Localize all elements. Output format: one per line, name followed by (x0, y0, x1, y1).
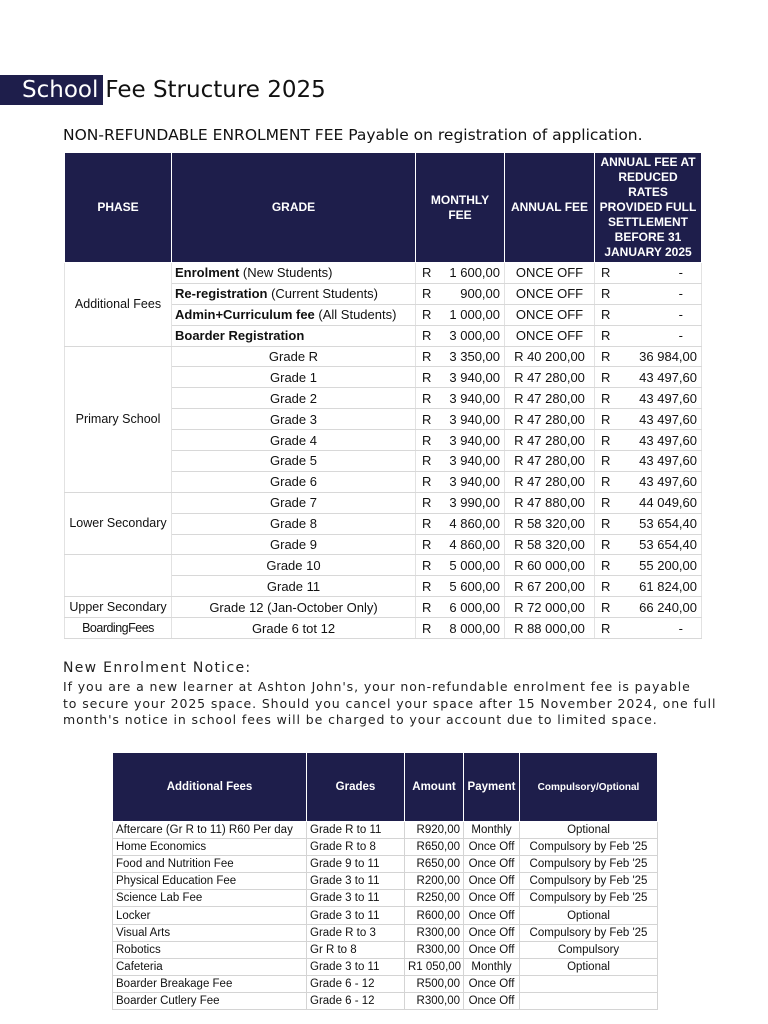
currency-symbol: R (595, 492, 619, 513)
currency-symbol: R (416, 534, 442, 555)
fee-grades: Grade R to 3 (307, 924, 405, 941)
currency-symbol: R (595, 534, 619, 555)
fee-amount: R500,00 (405, 975, 464, 992)
monthly-fee: 3 990,00 (442, 492, 505, 513)
fee-amount: R200,00 (405, 873, 464, 890)
fee-name: Locker (113, 907, 307, 924)
column-header-reduced: ANNUAL FEE AT REDUCED RATES PROVIDED FULL SETTLEMENT BEFORE 31 JANUARY 2025 (595, 153, 702, 263)
annual-fee: R 72 000,00 (505, 597, 595, 618)
fee-name: Robotics (113, 941, 307, 958)
monthly-fee: 3 350,00 (442, 346, 505, 367)
currency-symbol: R (595, 283, 619, 304)
reduced-fee: 55 200,00 (619, 555, 702, 576)
fee-name: Home Economics (113, 839, 307, 856)
annual-fee: R 67 200,00 (505, 576, 595, 597)
fee-requirement: Compulsory (520, 941, 658, 958)
currency-symbol: R (595, 325, 619, 346)
currency-symbol: R (416, 555, 442, 576)
grade-cell: Grade 2 (172, 388, 416, 409)
table-row (113, 856, 658, 873)
page-subtitle: NON-REFUNDABLE ENROLMENT FEE Payable on registration of application. (63, 126, 643, 144)
fee-item-note: (New Students) (239, 265, 333, 281)
table-row (65, 555, 702, 576)
grade-cell: Grade 5 (172, 451, 416, 472)
fee-name: Boarder Cutlery Fee (113, 992, 307, 1009)
fee-amount: R650,00 (405, 856, 464, 873)
grade-cell (172, 325, 416, 346)
reduced-fee: 43 497,60 (619, 409, 702, 430)
fee-grades: Gr R to 8 (307, 941, 405, 958)
table-row (113, 907, 658, 924)
reduced-fee: 43 497,60 (619, 367, 702, 388)
notice-line: If you are a new learner at Ashton John's, your non-refundable enrolment fee is payable (63, 679, 691, 694)
fee-grades: Grade 3 to 11 (307, 873, 405, 890)
grade-cell (172, 304, 416, 325)
fee-amount: R300,00 (405, 924, 464, 941)
table-row (65, 618, 702, 639)
fee-requirement: Compulsory by Feb '25 (520, 890, 658, 907)
table-row (65, 346, 702, 367)
column-header-additional-fees: Additional Fees (113, 753, 307, 822)
currency-symbol: R (595, 388, 619, 409)
monthly-fee: 5 000,00 (442, 555, 505, 576)
grade-cell: Grade 6 (172, 471, 416, 492)
column-header-amount: Amount (405, 753, 464, 822)
phase-cell: Upper Secondary (65, 597, 172, 618)
grade-cell: Grade 4 (172, 430, 416, 451)
table-row (65, 492, 702, 513)
notice-body (63, 679, 717, 729)
currency-symbol: R (416, 409, 442, 430)
title-highlight: School (0, 75, 103, 105)
annual-fee: ONCE OFF (505, 263, 595, 284)
currency-symbol: R (595, 555, 619, 576)
phase-cell: Lower Secondary (65, 492, 172, 555)
table-row (65, 597, 702, 618)
fee-grades: Grade 3 to 11 (307, 907, 405, 924)
currency-symbol: R (416, 325, 442, 346)
fee-payment: Once Off (464, 856, 520, 873)
reduced-fee: 44 049,60 (619, 492, 702, 513)
monthly-fee: 3 940,00 (442, 451, 505, 472)
fee-payment: Once Off (464, 890, 520, 907)
fee-item-note: (All Students) (314, 307, 397, 323)
currency-symbol: R (416, 576, 442, 597)
currency-symbol: R (595, 618, 619, 639)
phase-cell: BoardingFees (65, 618, 172, 639)
currency-symbol: R (416, 492, 442, 513)
table-row (113, 873, 658, 890)
fee-payment: Monthly (464, 822, 520, 839)
fee-name: Science Lab Fee (113, 890, 307, 907)
grade-cell: Grade 8 (172, 513, 416, 534)
annual-fee: ONCE OFF (505, 283, 595, 304)
currency-symbol: R (595, 430, 619, 451)
table-row (113, 822, 658, 839)
column-header-monthly: MONTHLY FEE (416, 153, 505, 263)
currency-symbol: R (595, 597, 619, 618)
monthly-fee: 6 000,00 (442, 597, 505, 618)
fee-requirement (520, 992, 658, 1009)
monthly-fee: 3 940,00 (442, 471, 505, 492)
reduced-fee: 43 497,60 (619, 430, 702, 451)
monthly-fee: 900,00 (442, 283, 505, 304)
fee-amount: R250,00 (405, 890, 464, 907)
reduced-fee: 43 497,60 (619, 471, 702, 492)
reduced-fee: 61 824,00 (619, 576, 702, 597)
fee-payment: Once Off (464, 839, 520, 856)
fee-name: Food and Nutrition Fee (113, 856, 307, 873)
fee-item-note: (Current Students) (267, 286, 379, 302)
currency-symbol: R (595, 576, 619, 597)
monthly-fee: 1 000,00 (442, 304, 505, 325)
table-row (113, 992, 658, 1009)
currency-symbol: R (595, 346, 619, 367)
table-row (65, 263, 702, 284)
fee-item-name: Re-registration (175, 286, 268, 302)
annual-fee: R 47 880,00 (505, 492, 595, 513)
grade-cell: Grade 6 tot 12 (172, 618, 416, 639)
grade-cell: Grade R (172, 346, 416, 367)
fee-grades: Grade 3 to 11 (307, 890, 405, 907)
fee-name: Cafeteria (113, 958, 307, 975)
table-row (113, 958, 658, 975)
table-row (113, 975, 658, 992)
fee-name: Visual Arts (113, 924, 307, 941)
phase-cell (65, 555, 172, 597)
currency-symbol: R (416, 304, 442, 325)
grade-cell: Grade 10 (172, 555, 416, 576)
reduced-fee: - (619, 263, 702, 284)
fee-requirement: Compulsory by Feb '25 (520, 856, 658, 873)
monthly-fee: 8 000,00 (442, 618, 505, 639)
annual-fee: R 58 320,00 (505, 534, 595, 555)
fee-requirement (520, 975, 658, 992)
reduced-fee: 43 497,60 (619, 451, 702, 472)
reduced-fee: 43 497,60 (619, 388, 702, 409)
currency-symbol: R (416, 388, 442, 409)
grade-cell (172, 263, 416, 284)
monthly-fee: 3 940,00 (442, 388, 505, 409)
reduced-fee: - (619, 304, 702, 325)
currency-symbol: R (416, 430, 442, 451)
grade-cell: Grade 9 (172, 534, 416, 555)
currency-symbol: R (416, 346, 442, 367)
phase-cell: Additional Fees (65, 263, 172, 347)
column-header-annual: ANNUAL FEE (505, 153, 595, 263)
annual-fee: R 47 280,00 (505, 388, 595, 409)
annual-fee: R 88 000,00 (505, 618, 595, 639)
fee-grades: Grade 3 to 11 (307, 958, 405, 975)
currency-symbol: R (595, 471, 619, 492)
fee-payment: Once Off (464, 975, 520, 992)
annual-fee: R 47 280,00 (505, 409, 595, 430)
monthly-fee: 4 860,00 (442, 513, 505, 534)
fee-amount: R1 050,00 (405, 958, 464, 975)
column-header-compulsory: Compulsory/Optional (520, 753, 658, 822)
currency-symbol: R (416, 263, 442, 284)
fee-requirement: Optional (520, 907, 658, 924)
annual-fee: R 40 200,00 (505, 346, 595, 367)
currency-symbol: R (595, 304, 619, 325)
fee-requirement: Compulsory by Feb '25 (520, 873, 658, 890)
notice-title: New Enrolment Notice: (63, 660, 252, 676)
fee-structure-table (64, 152, 702, 639)
fee-item-name: Enrolment (175, 265, 240, 281)
grade-cell: Grade 7 (172, 492, 416, 513)
fee-requirement: Compulsory by Feb '25 (520, 924, 658, 941)
fee-table-header (65, 153, 702, 263)
additional-table-header (113, 753, 658, 822)
fee-amount: R300,00 (405, 992, 464, 1009)
grade-cell: Grade 3 (172, 409, 416, 430)
column-header-grade: GRADE (172, 153, 416, 263)
grade-cell: Grade 1 (172, 367, 416, 388)
currency-symbol: R (595, 263, 619, 284)
fee-grades: Grade R to 11 (307, 822, 405, 839)
currency-symbol: R (416, 597, 442, 618)
fee-amount: R300,00 (405, 941, 464, 958)
fee-grades: Grade 6 - 12 (307, 975, 405, 992)
grade-cell: Grade 11 (172, 576, 416, 597)
reduced-fee: - (619, 618, 702, 639)
fee-payment: Once Off (464, 992, 520, 1009)
grade-cell: Grade 12 (Jan-October Only) (172, 597, 416, 618)
monthly-fee: 4 860,00 (442, 534, 505, 555)
fee-payment: Monthly (464, 958, 520, 975)
fee-amount: R600,00 (405, 907, 464, 924)
fee-item-name: Boarder Registration (175, 328, 305, 344)
fee-name: Boarder Breakage Fee (113, 975, 307, 992)
fee-grades: Grade R to 8 (307, 839, 405, 856)
fee-requirement: Optional (520, 958, 658, 975)
phase-cell: Primary School (65, 346, 172, 492)
table-row (113, 941, 658, 958)
reduced-fee: 53 654,40 (619, 513, 702, 534)
fee-grades: Grade 6 - 12 (307, 992, 405, 1009)
currency-symbol: R (416, 471, 442, 492)
notice-line: month's notice in school fees will be charged to your account due to limited space. (63, 712, 658, 727)
reduced-fee: 66 240,00 (619, 597, 702, 618)
monthly-fee: 5 600,00 (442, 576, 505, 597)
monthly-fee: 3 940,00 (442, 409, 505, 430)
table-row (113, 924, 658, 941)
currency-symbol: R (416, 367, 442, 388)
fee-amount: R650,00 (405, 839, 464, 856)
column-header-phase: PHASE (65, 153, 172, 263)
title-text: Fee Structure 2025 (105, 77, 326, 103)
annual-fee: R 60 000,00 (505, 555, 595, 576)
column-header-payment: Payment (464, 753, 520, 822)
reduced-fee: - (619, 283, 702, 304)
monthly-fee: 3 000,00 (442, 325, 505, 346)
annual-fee: ONCE OFF (505, 325, 595, 346)
grade-cell (172, 283, 416, 304)
notice-line: to secure your 2025 space. Should you cancel your space after 15 November 2024, one full (63, 695, 717, 711)
annual-fee: R 58 320,00 (505, 513, 595, 534)
currency-symbol: R (416, 283, 442, 304)
fee-payment: Once Off (464, 941, 520, 958)
fee-item-name: Admin+Curriculum fee (175, 307, 315, 323)
fee-payment: Once Off (464, 924, 520, 941)
annual-fee: R 47 280,00 (505, 471, 595, 492)
fee-requirement: Compulsory by Feb '25 (520, 839, 658, 856)
table-row (113, 839, 658, 856)
column-header-grades: Grades (307, 753, 405, 822)
monthly-fee: 1 600,00 (442, 263, 505, 284)
currency-symbol: R (595, 367, 619, 388)
monthly-fee: 3 940,00 (442, 367, 505, 388)
currency-symbol: R (416, 513, 442, 534)
fee-name: Aftercare (Gr R to 11) R60 Per day (113, 822, 307, 839)
reduced-fee: - (619, 325, 702, 346)
reduced-fee: 36 984,00 (619, 346, 702, 367)
annual-fee: ONCE OFF (505, 304, 595, 325)
annual-fee: R 47 280,00 (505, 367, 595, 388)
monthly-fee: 3 940,00 (442, 430, 505, 451)
reduced-fee: 53 654,40 (619, 534, 702, 555)
fee-grades: Grade 9 to 11 (307, 856, 405, 873)
fee-amount: R920,00 (405, 822, 464, 839)
fee-payment: Once Off (464, 873, 520, 890)
currency-symbol: R (416, 618, 442, 639)
annual-fee: R 47 280,00 (505, 451, 595, 472)
currency-symbol: R (595, 451, 619, 472)
table-row (113, 890, 658, 907)
fee-requirement: Optional (520, 822, 658, 839)
additional-fees-table (112, 752, 658, 1010)
page-title (0, 74, 326, 106)
annual-fee: R 47 280,00 (505, 430, 595, 451)
currency-symbol: R (416, 451, 442, 472)
currency-symbol: R (595, 513, 619, 534)
fee-payment: Once Off (464, 907, 520, 924)
currency-symbol: R (595, 409, 619, 430)
fee-name: Physical Education Fee (113, 873, 307, 890)
